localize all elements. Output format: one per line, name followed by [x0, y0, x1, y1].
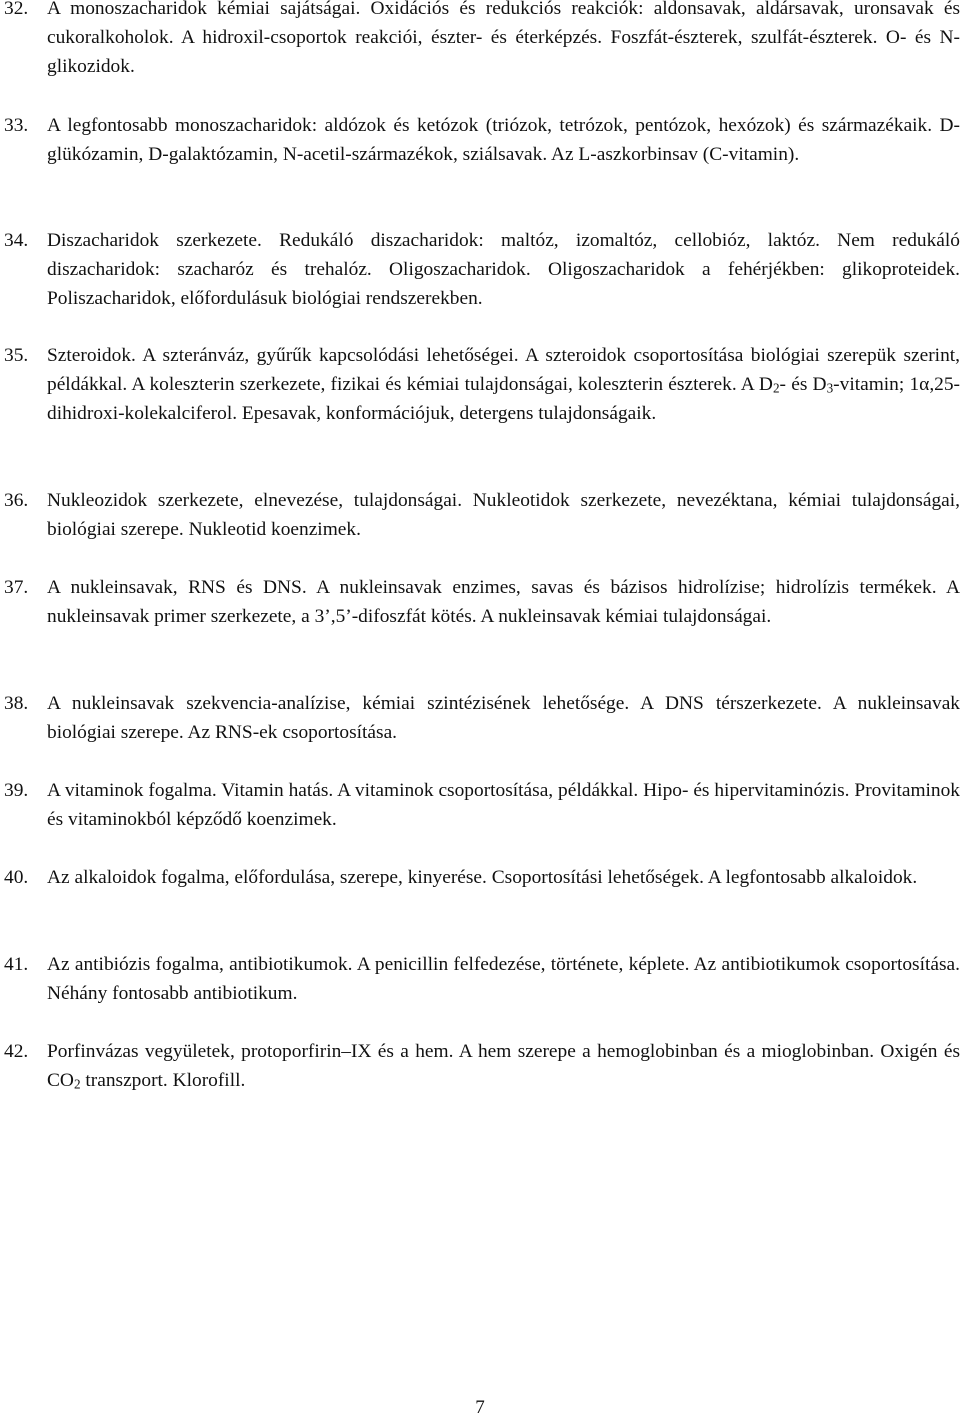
- item-number: 34.: [4, 230, 29, 251]
- item-text: A nukleinsavak szekvencia-analízise, kémiai szintézisének lehetősége. A DNS térszerkezete. A nukleinsavak biológiai szerepe. Az RNS-ek csoportosítása.: [47, 693, 960, 743]
- item-text: A nukleinsavak, RNS és DNS. A nukleinsavak enzimes, savas és bázisos hidrolízise; hidrolízis termékek. A nukleinsavak primer szerkezete, a 3’,5’-difoszfát kötés. A nukleinsavak kémiai tulajdonságai.: [47, 577, 960, 627]
- item-text: Diszacharidok szerkezete. Redukáló diszacharidok: maltóz, izomaltóz, cellobióz, laktóz. Nem redukáló diszacharidok: szacharóz és trehalóz. Oligoszacharidok. Oligoszacharidok a fehérjékben: glikoproteidek. Poliszacharidok, előfordulásuk biológiai rendszerekben.: [47, 230, 960, 309]
- item-number: 38.: [4, 693, 29, 714]
- item-number: 36.: [4, 490, 29, 511]
- item-text: Porfinvázas vegyületek, protoporfirin–IX és a hem. A hem szerepe a hemoglobinban és a mioglobinban. Oxigén és $CO_2$ transzport. Klorofill.: [47, 1041, 960, 1092]
- item-text: A vitaminok fogalma. Vitamin hatás. A vitaminok csoportosítása, példákkal. Hipo- és hipervitaminózis. Provitaminok és vitaminokból képződő koenzimek.: [47, 780, 960, 830]
- item-number: 32.: [4, 0, 29, 19]
- item-text: Az antibiózis fogalma, antibiotikumok. A penicillin felfedezése, története, képlete. Az antibiotikumok csoportosítása. Néhány fontosabb antibiotikum.: [47, 954, 960, 1004]
- item-number: 39.: [4, 780, 29, 801]
- item-text: A monoszacharidok kémiai sajátságai. Oxidációs és redukciós reakciók: aldonsavak, aldársavak, uronsavak és cukoralkoholok. A hidroxil-csoportok reakciói, észter- és éterképzés. Foszfát-észterek, szulfát-észterek. O- és N-glikozidok.: [47, 0, 960, 77]
- item-text: Az alkaloidok fogalma, előfordulása, szerepe, kinyerése. Csoportosítási lehetőségek. A legfontosabb alkaloidok.: [47, 867, 918, 888]
- item-number: 37.: [4, 577, 29, 598]
- item-number: 33.: [4, 115, 29, 136]
- item-text: Szteroidok. A szteránváz, gyűrűk kapcsolódási lehetőségei. A szteroidok csoportosítása biológiai szerepük szerint, példákkal. A koleszterin szerkezete, fizikai és kémiai tulajdonságai, koleszterin észterek. A $D_2-$ és $D_3$-vitamin; 1α,25-dihidroxi-kolekalciferol. Epesavak, konformációjuk, detergens tulajdonságaik.: [47, 345, 960, 424]
- item-number: 35.: [4, 345, 29, 366]
- item-text: Nukleozidok szerkezete, elnevezése, tulajdonságai. Nukleotidok szerkezete, nevezéktana, kémiai tulajdonságai, biológiai szerepe. Nukleotid koenzimek.: [47, 490, 960, 540]
- item-number: 41.: [4, 954, 29, 975]
- item-text: A legfontosabb monoszacharidok: aldózok és ketózok (triózok, tetrózok, pentózok, hexózok) és származékaik. D-glükózamin, D-galaktózamin, N-acetil-származékok, sziálsavak. Az L-aszkorbinsav (C-vitamin).: [47, 115, 960, 165]
- page-number: 7: [475, 1397, 485, 1418]
- item-number: 42.: [4, 1041, 29, 1062]
- item-number: 40.: [4, 867, 29, 888]
